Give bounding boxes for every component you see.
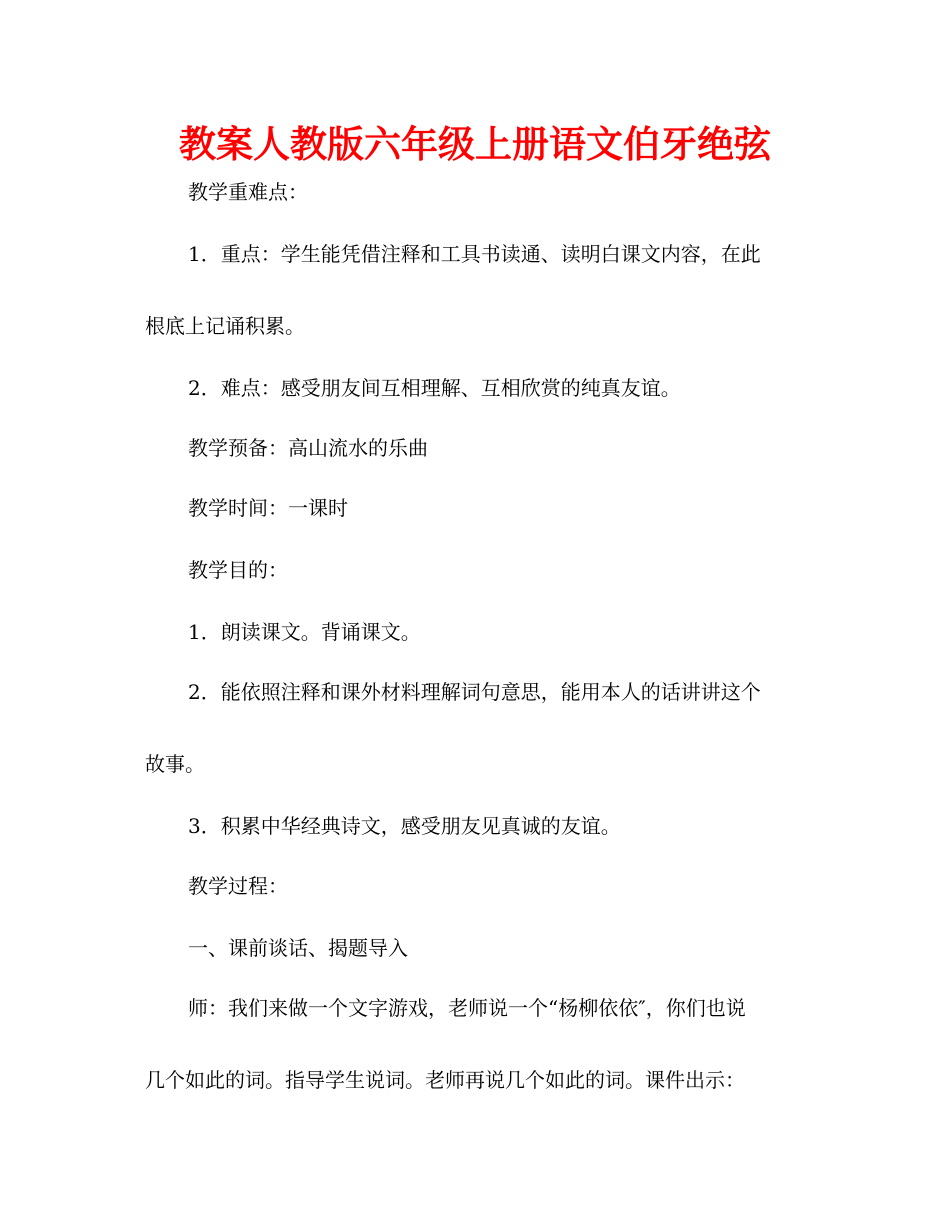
- text-line: 1．朗读课文。背诵课文。: [188, 620, 421, 644]
- text-line: 2．能依照注释和课外材料理解词句意思，能用本人的话讲讲这个: [188, 680, 761, 704]
- text-line: 1．重点：学生能凭借注释和工具书读通、读明白课文内容，在此: [188, 242, 761, 266]
- text-line: 教学重难点：: [188, 180, 308, 204]
- text-line: 一、课前谈话、揭题导入: [188, 936, 408, 960]
- text-line: 教学时间：一课时: [188, 496, 348, 520]
- text-line: 2．难点：感受朋友间互相理解、互相欣赏的纯真友谊。: [188, 376, 681, 400]
- document-title: 教案人教版六年级上册语文伯牙绝弦: [179, 123, 771, 166]
- text-line: 根底上记诵积累。: [145, 314, 305, 338]
- text-line: 教学目的：: [188, 558, 288, 582]
- text-line: 教学过程：: [188, 874, 288, 898]
- text-line: 几个如此的词。指导学生说词。老师再说几个如此的词。课件出示：: [145, 1068, 745, 1092]
- text-line: 教学预备：高山流水的乐曲: [188, 436, 428, 460]
- text-line: 故事。: [145, 752, 205, 776]
- text-line: 3．积累中华经典诗文，感受朋友见真诚的友谊。: [188, 814, 621, 838]
- text-line: 师：我们来做一个文字游戏，老师说一个“杨柳依依″，你们也说: [188, 996, 746, 1020]
